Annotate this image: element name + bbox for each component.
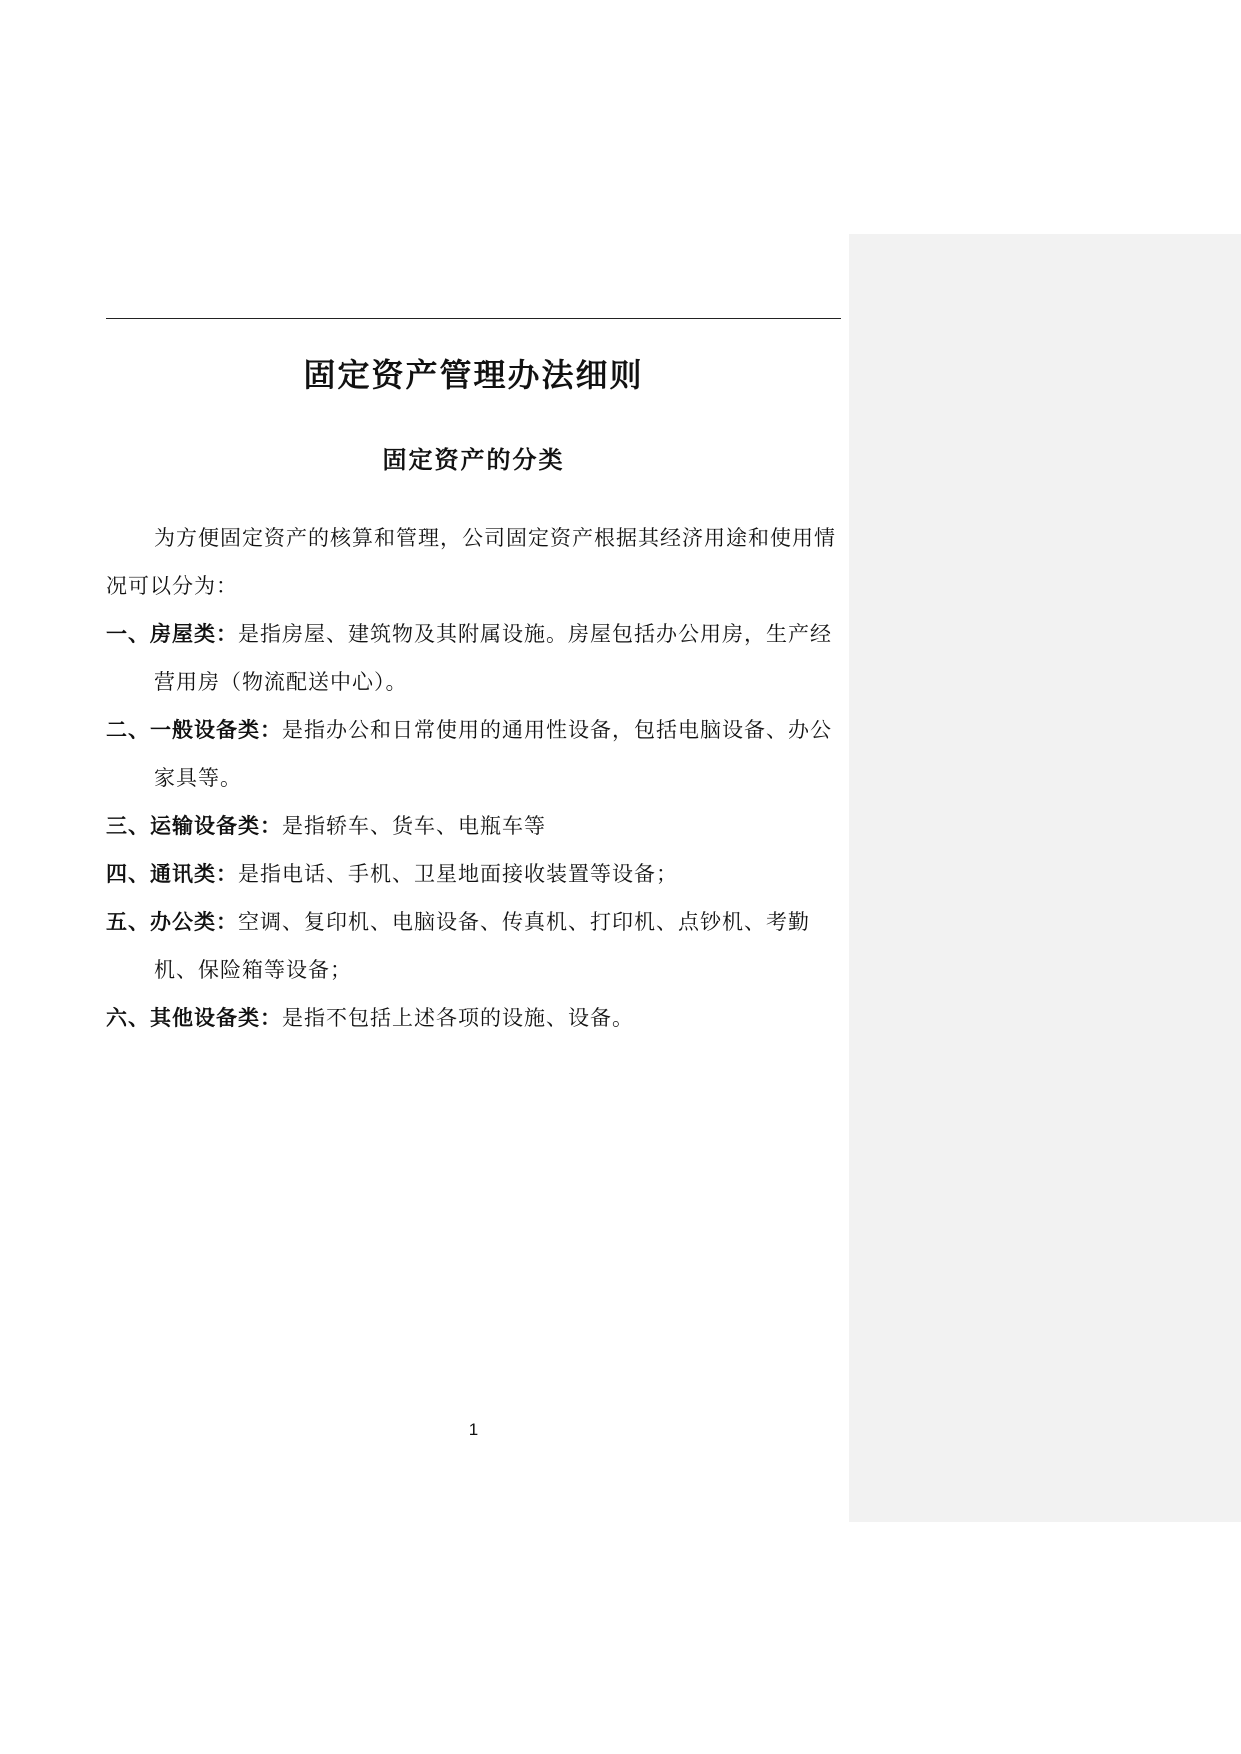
category-item-office	[106, 898, 841, 994]
category-text: 是指电话、手机、卫星地面接收装置等设备；	[238, 862, 678, 886]
category-heading: 三、运输设备类：	[106, 813, 282, 838]
category-item-general-equipment	[106, 706, 841, 802]
page-number: 1	[468, 1420, 479, 1439]
category-text: 空调、复印机、电脑设备、传真机、打印机、点钞机、考勤机、保险箱等设备；	[154, 910, 810, 982]
category-item-housing	[106, 610, 841, 706]
document-page	[106, 0, 841, 1754]
category-heading: 四、通讯类：	[106, 861, 238, 886]
category-text: 是指不包括上述各项的设施、设备。	[282, 1006, 634, 1030]
category-heading: 五、办公类：	[106, 909, 238, 934]
category-text: 是指房屋、建筑物及其附属设施。房屋包括办公用房，生产经营用房（物流配送中心）。	[154, 622, 832, 694]
category-text: 是指办公和日常使用的通用性设备，包括电脑设备、办公家具等。	[154, 718, 832, 790]
section-title: 固定资产的分类	[382, 445, 565, 474]
document-title: 固定资产管理办法细则	[303, 356, 644, 394]
document-body	[106, 514, 841, 1042]
category-item-transport	[106, 802, 841, 850]
header-rule	[106, 318, 841, 319]
category-item-other	[106, 994, 841, 1042]
category-item-communication	[106, 850, 841, 898]
category-heading: 二、一般设备类：	[106, 717, 282, 742]
category-text: 是指轿车、货车、电瓶车等	[282, 814, 546, 838]
category-heading: 六、其他设备类：	[106, 1005, 282, 1030]
intro-paragraph: 为方便固定资产的核算和管理，公司固定资产根据其经济用途和使用情况可以分为：	[106, 526, 836, 598]
comment-pane	[849, 234, 1241, 1522]
category-heading: 一、房屋类：	[106, 621, 238, 646]
